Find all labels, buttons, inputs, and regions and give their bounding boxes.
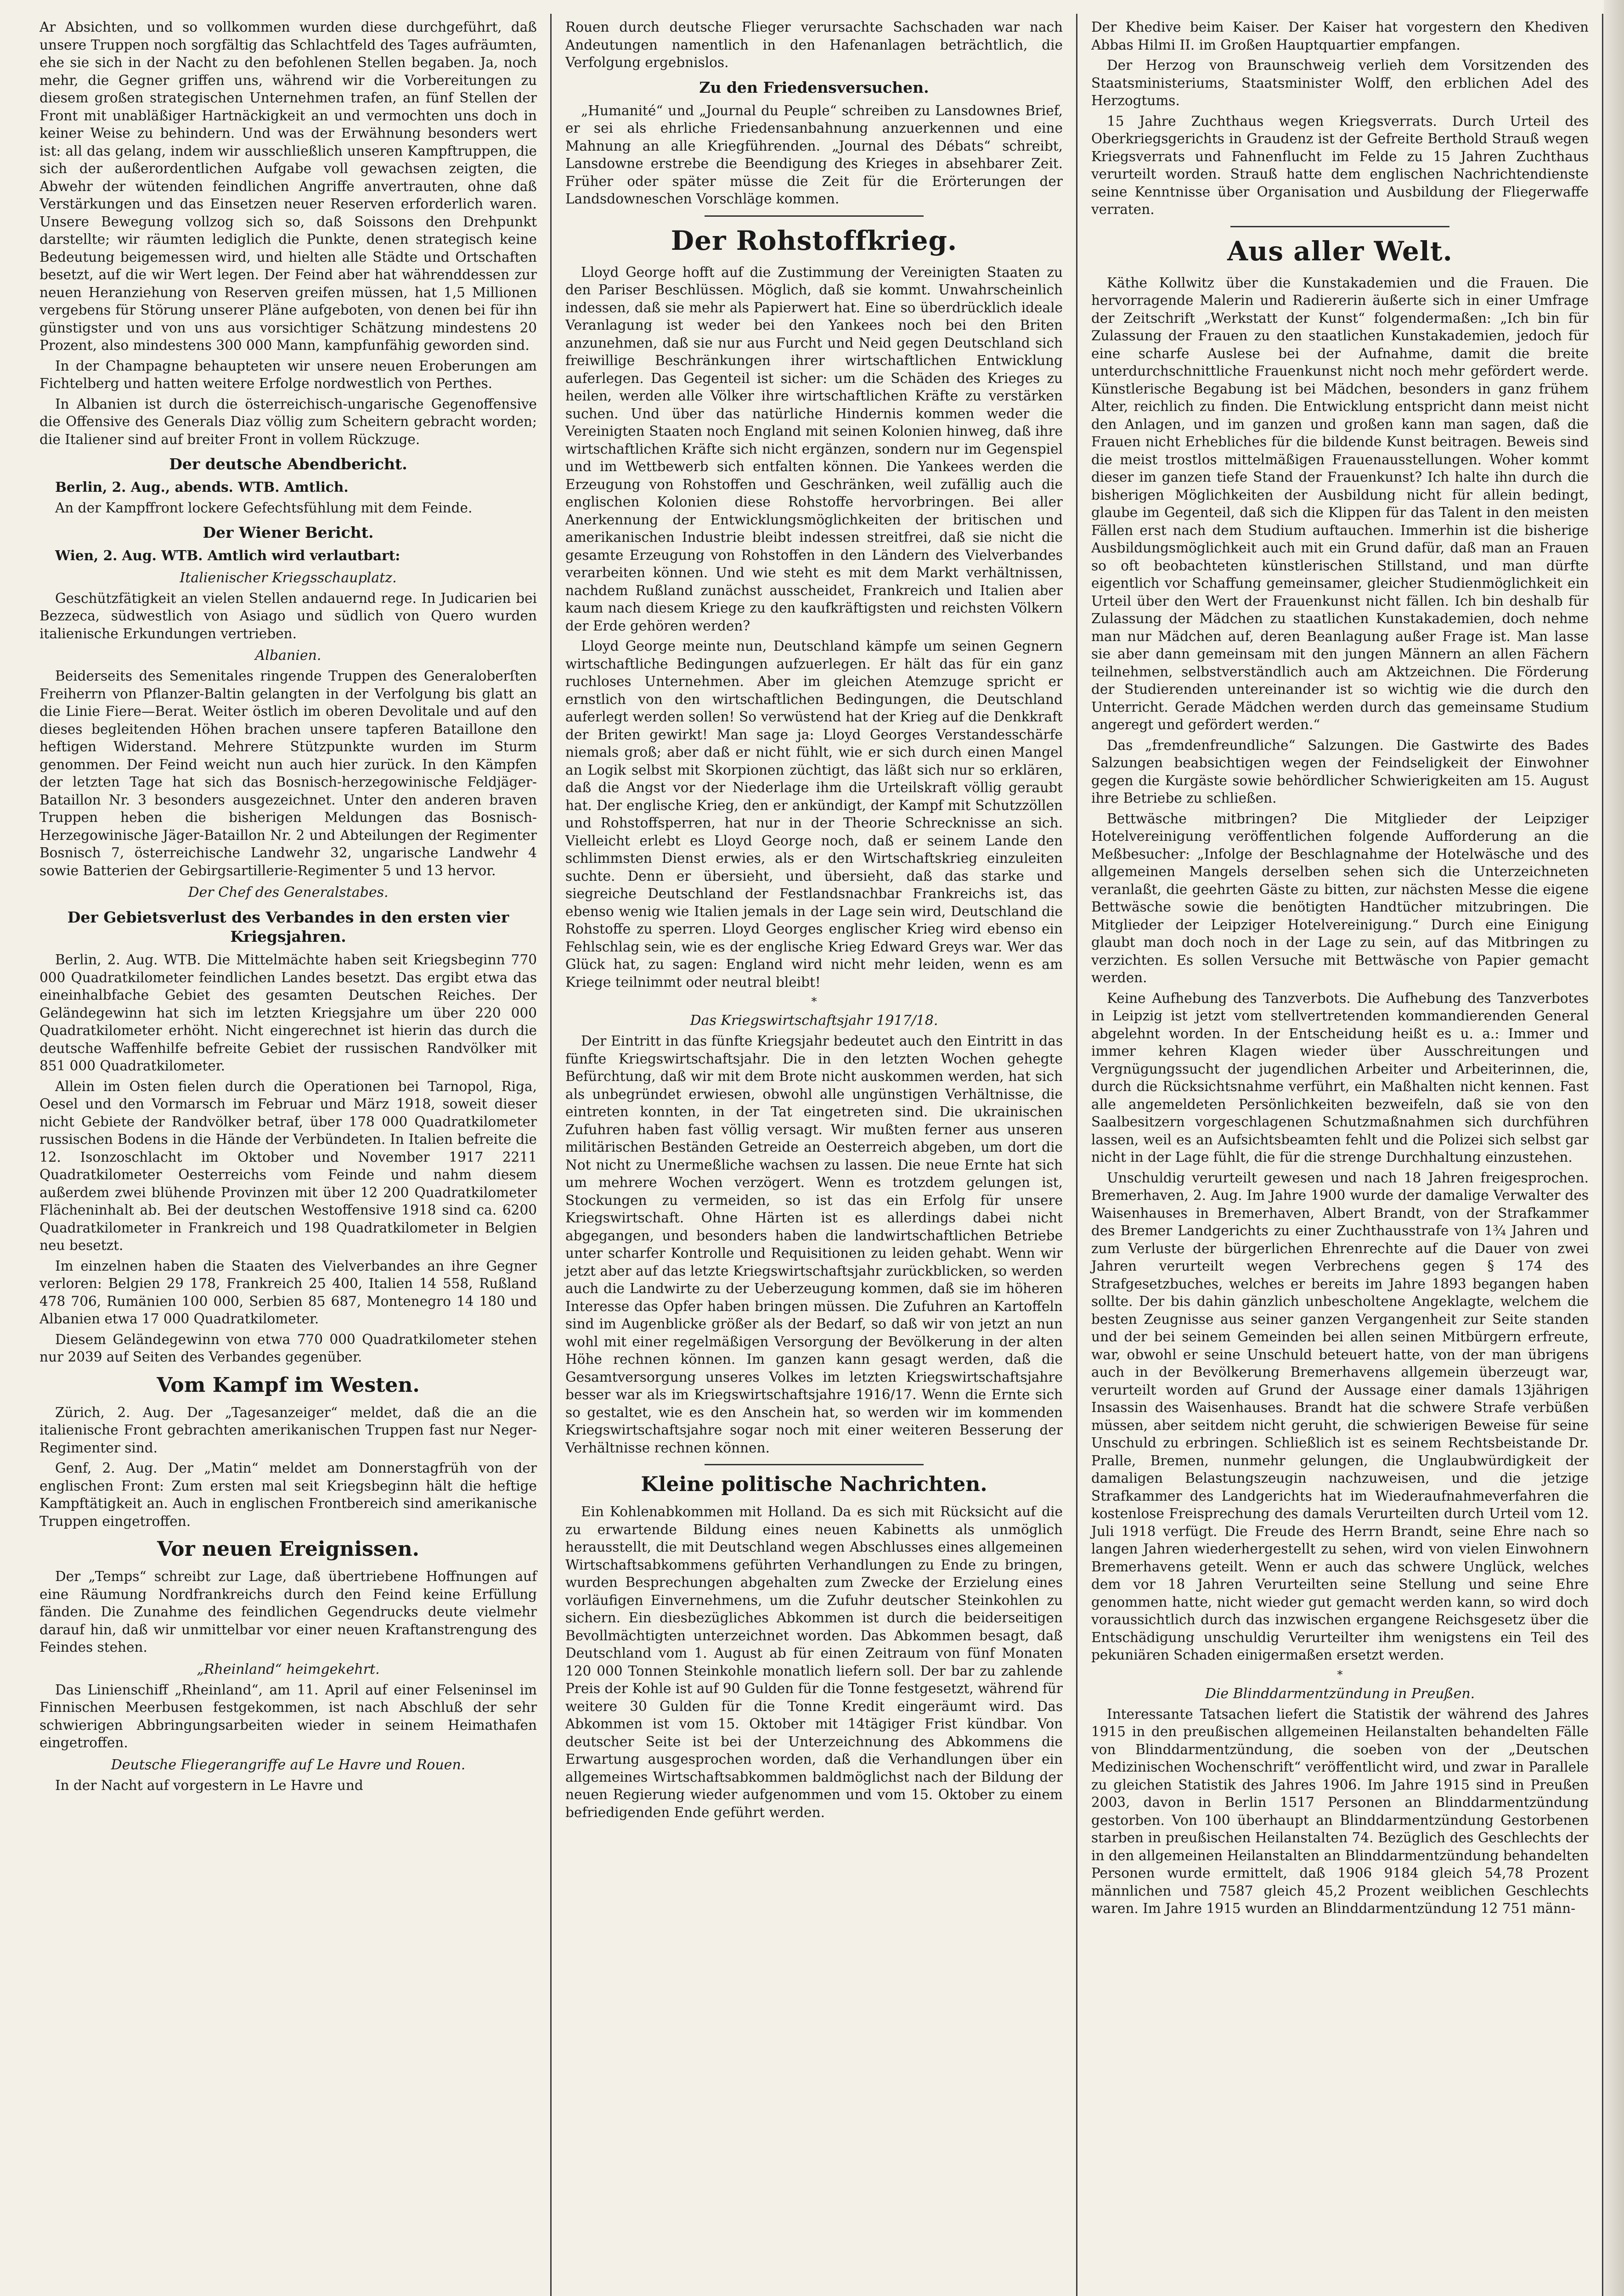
column-rule	[1602, 14, 1603, 2296]
divider	[1230, 226, 1449, 227]
paragraph: Berlin, 2. Aug. WTB. Die Mittelmächte haben seit Kriegsbeginn 770 000 Quadratkilometer feindlichen Landes besetzt. Das ergibt etwa das eineinhalbfache Gebiet des gesamten Deutschen Reiches. Der Geländegewinn hat sich im letzten Kriegsjahre um über 220 000 Quadratkilometer erhöht. Nicht eingerechnet ist hierin das durch die deutsche Waffenhilfe befreite Gebiet der russischen Randvölker mit 851 000 Quadratkilometer.	[39, 952, 537, 1074]
column-left	[32, 18, 544, 2296]
paragraph: Ein Kohlenabkommen mit Holland. Da es sich mit Rücksicht auf die zu erwartende Bildung eines neuen Kabinetts als unmöglich herausstellt, die mit Deutschland wegen Abschlusses eines allgemeinen Wirtschaftsabkommens geführten Verhandlungen zu Ende zu bringen, wurden Besprechungen abgehalten zum Zwecke der Erzielung eines vorläufigen Einvernehmens, um die Zufuhr deutscher Steinkohlen zu sichern. Ein diesbezügliches Abkommen ist durch die beiderseitigen Bevollmächtigten unterzeichnet worden. Das Abkommen besagt, daß Deutschland vom 1. August ab für einen Zeitraum von fünf Monaten 120 000 Tonnen Steinkohle monatlich liefern soll. Der bar zu zahlende Preis der Kohle ist auf 90 Gulden für die Tonne festgesetzt, während für weitere 30 Gulden für die Tonne Kredit eingeräumt wird. Das Abkommen ist vom 15. Oktober mit 14tägiger Frist kündbar. Von deutscher Seite ist bei der Unterzeichnung des Abkommens die Erwartung ausgesprochen worden, daß die Verhandlungen über ein allgemeines Wirtschaftsabkommen baldmöglichst nach der Bildung der neuen Regierung wieder aufgenommen und vom 15. Oktober zu einem befriedigenden Ende geführt werden.	[565, 1504, 1063, 1820]
paragraph: Unschuldig verurteilt gewesen und nach 18 Jahren freigesprochen. Bremerhaven, 2. Aug. Im Jahre 1900 wurde der damalige Verwalter des Waisenhauses in Bremerhaven, Albert Brandt, von der Strafkammer des Bremer Landgerichts zu einer Zuchthausstrafe von 1¾ Jahren und zum Verluste der bürgerlichen Ehrenrechte auf die Dauer von zwei Jahren verurteilt wegen Verbrechens gegen § 174 des Strafgesetzbuches, welches er bereits im Jahre 1893 begangen haben sollte. Der bis dahin gänzlich unbescholtene Angeklagte, welchem die besten Zeugnisse aus seiner ganzen Vergangenheit zur Seite standen und der bei seinem Gemeinden bei allen seinen Mitbürgern erfreute, war, obwohl er seine Unschuld beteuert hatte, von der man übrigens auch in der Bevölkerung Bremerhavens allgemein überzeugt war, verurteilt worden auf Grund der Aussage einer damals 13jährigen Insassin des Waisenhauses. Brandt hat die schwere Strafe verbüßen müssen, aber seitdem nicht geruht, die schwierigen Beweise für seine Unschuld zu erbringen. Schließlich ist es seinem Rechtsbeistande Dr. Pralle, Bremen, nunmehr gelungen, die Unglaubwürdigkeit der damaligen Belastungszeugin nachzuweisen, und die jetzige Strafkammer des Landgerichts hat im Wiederaufnahmeverfahren die kostenlose Freisprechung des damals Verurteilten durch Urteil vom 12. Juli 1918 verfügt. Die Freude des Herrn Brandt, seine Ehre nach so langen Jahren wiederhergestellt zu sehen, wird von vielen Einwohnern Bremerhavens geteilt. Wenn er auch das schwere Unglück, welches dem vor 18 Jahren Verurteilten seine Stellung und seine Ehre genommen hatte, nicht wieder gut gemacht werden kann, so wird doch voraussichtlich durch das inzwischen ergangene Reichsgesetz über die Entschädigung unschuldig Verurteilter ihm wenigstens ein Teil des pekuniären Schaden einigermaßen ersetzt werden.	[1091, 1170, 1589, 1663]
divider	[705, 1464, 924, 1465]
article-heading: Der Rohstoffkrieg.	[671, 225, 958, 256]
page-edge	[1604, 0, 1624, 2296]
paragraph: In der Nacht auf vorgestern in Le Havre und	[55, 1777, 363, 1793]
article-blinddarmentzuendung	[1091, 1685, 1589, 1918]
subheading: „Rheinland“ heimgekehrt.	[197, 1661, 380, 1677]
article-heading: Der Wiener Bericht.	[203, 523, 374, 541]
article-fliegerangriffe-cont	[565, 18, 1063, 72]
article-heading: Das Kriegswirtschaftsjahr 1917/18.	[690, 1013, 938, 1029]
paragraph: Allein im Osten fielen durch die Operationen bei Tarnopol, Riga, Oesel und den Vormarsch im Februar und März 1918, soweit dieser nicht Gebiete der Randvölker betraf, über 178 000 Quadratkilometer russischen Bodens in die Hände der Verbündeten. In Italien befreite die 12. Isonzoschlacht im Oktober und November 1917 2211 Quadratkilometer Oesterreichs vom Feinde und nahm diesem außerdem zwei blühende Provinzen mit über 12 200 Quadratkilometer Flächeninhalt ab. Bei der deutschen Westoffensive 1918 sind ca. 6200 Quadratkilometer in Frankreich und 198 Quadratkilometer in Belgien neu besetzt.	[39, 1078, 537, 1253]
separator-asterisk: *	[811, 995, 817, 1008]
paragraph: Rouen durch deutsche Flieger verursachte Sachschaden war nach Andeutungen namentlich in den Hafenanlagen beträchtlich, die Verfolgung ergebnislos.	[565, 19, 1063, 70]
paragraph: Bettwäsche mitbringen? Die Mitglieder der Leipziger Hotelvereinigung veröffentlichen folgende Aufforderung an die Meßbesucher: „Infolge der Beschlagnahme der Hotelwäsche und des allgemeinen Mangels derselben sehen sich die Unterzeichneten veranlaßt, die geehrten Gäste zu bitten, zur nächsten Messe die eigene Bettwäsche sowie die benötigten Handtücher mitzubringen. Die Mitglieder der Leipziger Hotelvereinigung.“ Durch eine Einigung glaubt man doch noch in der Lage zu sein, auf das Mitbringen zu verzichten. Es sollen Versuche mit Bettwäsche von Papier gemacht werden.	[1091, 810, 1589, 985]
subheading: Italienischer Kriegsschauplatz.	[180, 569, 397, 586]
article-heading: Der deutsche Abendbericht.	[169, 455, 407, 473]
paragraph: Lloyd George meinte nun, Deutschland kämpfe um seinen Gegnern wirtschaftliche Bedingungen aufzuerlegen. Er hält das für ein ganz ruchloses Unternehmen. Aber im gleichen Atemzuge spricht er ernstlich von den wirtschaftlichen Bedingungen, die Deutschland auferlegt werden sollen! So verwüstend hat der Krieg auf die Denkkraft der Briten gewirkt! Man sage ja: Lloyd Georges Verstandesschärfe niemals groß; aber daß er nicht fühlt, wie er sich durch einen Mangel an Logik selbst mit Skorpionen züchtigt, das läßt sich nur so erklären, daß die Angst vor der Niederlage ihm die Urteilskraft völlig geraubt hat. Der englische Krieg, den er ankündigt, der Kampf mit Schutzzöllen und Rohstoffsperren, hat nur in der Theorie Schrecknisse an sich. Vielleicht erlebt es Lloyd George noch, daß er seinem Lande den schlimmsten Dienst erwies, als er den Wirtschaftskrieg einzuleiten suchte. Denn er übersieht, und übersieht, daß das starke und siegreiche Deutschland der Festlandsnachbar Frankreichs ist, das ebenso wenig wie Italien jemals in der Lage sein wird, Deutschland die Rohstoffe zu sperren. Lloyd Georges englischer Krieg wird ebenso ein Fehlschlag sein, wie es der englische Krieg Edward Greys war. Wer das Glück hat, zu sagen: England wird nicht mehr leiden, wenn es am Kriege teilnimmt oder neutral bleibt!	[565, 638, 1063, 990]
paragraph: Der „Temps“ schreibt zur Lage, daß übertriebene Hoffnungen auf eine Räumung Nordfrankreichs durch den Feind keine Erfüllung fänden. Die Zunahme des feindlichen Gegendrucks deute vielmehr darauf hin, daß wir unmittelbar vor einer neuen Kraftanstrengung des Feindes stehen.	[39, 1569, 537, 1655]
article-heading: Aus aller Welt.	[1227, 235, 1453, 267]
paragraph: Ar Absichten, und so vollkommen wurden diese durchgeführt, daß unsere Truppen noch sorgfältig das Schlachtfeld des Tages aufräumten, ehe sie sich in der Nacht zu den befohlenen Stellen begaben. Ja, noch mehr, die Gegner griffen uns, während wir die Vorbereitungen zu diesem großen strategischen Unternehmen trafen, an fünf Stellen der Front mit unabläßiger Hartnäckigkeit an und vermochten uns doch in keiner Weise zu behindern. Und was der Erwähnung besonders wert ist: all das gelang, indem wir ausschließlich unseren Kampftruppen, die sich der außerordentlichen Aufgabe voll gewachsen zeigten, die Abwehr der wütenden feindlichen Angriffe anvertrauten, ohne daß Verstärkungen und das Einsetzen neuer Reserven erforderlich waren. Unsere Bewegung vollzog sich so, daß Soissons den Drehpunkt darstellte; wir räumten lediglich die Punkte, denen strategisch keine Bedeutung beigemessen wird, und hielten alle Städte und Ortschaften besetzt, auf die wir Wert legen. Der Feind aber hat währenddessen zur neuen Heranziehung von Reserven greifen müssen, hat 1,5 Millionen vergebens für Störung unserer Pläne aufgeboten, von denen bei für ihn günstigster und von uns aus vorsichtiger Schätzung mindestens 20 Prozent, also mindestens 300 000 Mann, kampfunfähig geworden sind.	[39, 19, 537, 353]
article-heading: Zu den Friedensversuchen.	[699, 78, 929, 96]
paragraph: Im einzelnen haben die Staaten des Vielverbandes an ihre Gegner verloren: Belgien 29 178, Frankreich 25 400, Italien 14 558, Rußland 478 706, Rumänien 100 000, Serbien 85 687, Montenegro 14 180 und Albanien etwa 17 000 Quadratkilometer.	[39, 1258, 537, 1327]
signature: Der Chef des Generalstabes.	[188, 884, 389, 900]
paragraph: Der Eintritt in das fünfte Kriegsjahr bedeutet auch den Eintritt in das fünfte Kriegswirtschaftsjahr. Die in den letzten Wochen gehegte Befürchtung, daß wir mit dem Brote nicht auskommen werden, hat sich als unbegründet erwiesen, obwohl alle ungünstigen Verhältnisse, die eintreten konnten, in der Tat eingetreten sind. Die ukrainischen Zufuhren haben fast völlig versagt. Wir mußten ferner aus unseren militärischen Beständen Getreide an Oesterreich abgeben, um dort die Not nicht zu Unermeßliche wachsen zu lassen. Die neue Ernte hat sich um mehrere Wochen verzögert. Wenn es trotzdem gelungen ist, Stockungen zu vermeiden, so ist das ein Erfolg für unsere Kriegswirtschaft. Ohne Härten ist es allerdings dabei nicht abgegangen, und besonders haben die landwirtschaftlichen Betriebe unter scharfer Kontrolle und Requisitionen zu leiden gehabt. Wenn wir jetzt aber auf das letzte Kriegswirtschaftsjahr zurückblicken, so werden auch die Landwirte zu der Ueberzeugung kommen, daß sie im höheren Interesse das Opfer haben bringen müssen. Die Zufuhren an Kartoffeln sind im Augenblicke größer als der Bedarf, so daß wir von jetzt an nun wohl mit einer regelmäßigen Versorgung der Bevölkerung in der alten Höhe rechnen können. Im ganzen kann gesagt werden, daß die Gesamtversorgung unseres Volkes im letzten Kriegswirtschaftsjahre besser war als im Kriegswirtschaftsjahre 1916/17. Wenn die Ernte sich so gestaltet, wie es den Anschein hat, so werden wir im kommenden Kriegswirtschaftsjahre sogar noch mit einer weiteren Besserung der Verhältnisse rechnen können.	[565, 1033, 1063, 1456]
column-rule	[1076, 14, 1077, 2296]
subheading: Albanien.	[255, 647, 321, 664]
paragraph: Interessante Tatsachen liefert die Statistik der während des Jahres 1915 in den preußischen allgemeinen Heilanstalten behandelten Fälle von Blinddarmentzündung, die soeben von der „Deutschen Medizinischen Wochenschrift“ veröffentlicht wird, und zwar in Parallele zu gleichen Statistik des Jahres 1906. Im Jahre 1915 sind in Preußen 2003, davon in Berlin 1517 Personen an Blinddarmentzündung gestorben. Von 100 überhaupt an Blinddarmentzündung Gestorbenen starben in preußischen Heilanstalten 74. Bezüglich des Geschlechts der in den allgemeinen Heilanstalten an Blinddarmentzündung behandelten Personen wurde ermittelt, daß 1906 9184 gleich 54,78 Prozent männlichen und 7587 gleich 45,2 Prozent weiblichen Geschlechts waren. Im Jahre 1915 wurden an Blinddarmentzündung 12 751 männ-	[1091, 1706, 1589, 1916]
article-friedensversuche	[565, 78, 1063, 208]
column-rule	[550, 14, 552, 2296]
article-wiener-bericht	[39, 523, 537, 901]
paragraph: Lloyd George hofft auf die Zustimmung der Vereinigten Staaten zu den Pariser Beschlüssen. Möglich, daß sie kommt. Unwahrscheinlich indessen, daß sie mehr als Papierwert hat. Eine so überdrücklich ideale Veranlagung ist weder bei den Yankees noch bei den Briten anzunehmen, daß sie nur aus Furcht und Neid gegen Deutschland sich freiwillige Beschränkungen ihrer wirtschaftlichen Entwicklung auferlegen. Das Gegenteil ist sicher: um die Schäden des Krieges zu heilen, werden alle Völker ihre wirtschaftlichen Kräfte zu verstärken suchen. Und über das natürliche Hindernis kommen weder die Vereinigten Staaten noch England mit seinen Kolonien hinweg, daß ihre wirtschaftlichen Kräfte sich nicht ergänzen, sondern nur im Gegenspiel und im Wettbewerb sich entfalten können. Die Yankees werden die Erzeugung von Rohstoffen und Geschränken, weil zufällig auch die englischen Kolonien diese Rohstoffe hervorbringen. Bei aller Anerkennung der Entwicklungsmöglichkeiten der britischen und amerikanischen Industrie bleibt indessen streitfrei, daß sie nicht die gesamte Erzeugung von Rohstoffen in den Ländern des Vielverbandes verarbeiten können. Und wie steht es mit dem Markt verhältnissen, nachdem Rußland zunächst ausscheidet, Frankreich und Italien aber kaum nach diesem Kriege zu den kaufkräftigsten und reichsten Völkern der Erde gehören werden?	[565, 264, 1063, 634]
paragraph: „Humanité“ und „Journal du Peuple“ schreiben zu Lansdownes Brief, er sei als ehrliche Friedensanbahnung anzuerkennen und eine Mahnung an alle Kriegführenden. „Journal des Débats“ schreibt, Lansdowne erstrebe die Beendigung des Krieges in absehbarer Zeit. Früher oder später müsse die Zeit für die Erörterungen der Landsdowneschen Vorschläge kommen.	[565, 102, 1063, 207]
paragraph: Käthe Kollwitz über die Kunstakademien und die Frauen. Die hervorragende Malerin und Radiererin äußerte sich in einer Umfrage der Zeitschrift „Werkstatt der Kunst“ folgendermaßen: „Ich bin für Zulassung der Frauen zu den staatlichen Kunstakademien, jedoch für eine scharfe Auslese bei der Aufnahme, damit die breite unterdurchschnittliche Frauenkunst nicht noch mehr gefördert werde. Künstlerische Begabung ist bei Mädchen, besonders in ganz frühem Alter, reichlich zu finden. Die Entwicklung entspricht dann meist nicht den Anlagen, und im ganzen und großen kann man sagen, daß die Frauen nicht Erhebliches für die bildende Kunst beitragen. Beweis sind die meist trostlos mittelmäßigen Frauenausstellungen. Woher kommt dieser im ganzen tiefe Stand der Frauenkunst? Ich halte ihn durch die bisherigen Möglichkeiten der Ausbildung nicht für allein bedingt, glaube im Gegenteil, daß sich die Klippen für das Talent in den meisten Fällen erst nach dem Studium auftauchen. Immerhin ist die bisherige Ausbildungsmöglichkeit auch mit ein Grund dafür, daß man an Frauen so oft beobachteten künstlerischen Stillstand, und man dürfte eigentlich vor Schaffung gemeinsamer, gleicher Studienmöglichkeit ein Urteil über den Wert der Frauenkunst nicht fällen. Ich bin deshalb für Zulassung der Mädchen zu staatlichen Kunstakademien, doch nehme man nur Mädchen auf, deren Beanlagung außer Frage ist. Man lasse sie aber dann gemeinsam mit den jungen Männern an allen Fächern teilnehmen, selbstverständlich auch am Aktzeichnen. Die Förderung der Studierenden untereinander ist so wichtig wie die durch den Unterricht. Gerade Mädchen werden durch das gemeinsame Studium angeregt und gefördert werden.“	[1091, 275, 1589, 732]
article-kriegswirtschaftsjahr	[565, 1012, 1063, 1457]
paragraph: 15 Jahre Zuchthaus wegen Kriegsverrats. Durch Urteil des Oberkriegsgerichts in Graudenz ist der Gefreite Berthold Strauß wegen Kriegsverrats und Fahnenflucht im Felde zu 15 Jahren Zuchthaus verurteilt worden. Strauß hatte dem englischen Nachrichtendienste seine Kenntnisse über Organisation und Ausbildung der Fliegerwaffe verraten.	[1091, 113, 1589, 217]
article-gebietsverlust	[39, 908, 537, 1366]
paragraph: Diesem Geländegewinn von etwa 770 000 Quadratkilometer stehen nur 2039 auf Seiten des Verbandes gegenüber.	[39, 1331, 537, 1365]
article-kurzmeldungen	[1091, 18, 1589, 219]
article-aus-aller-welt	[1091, 236, 1589, 1664]
paragraph: Der Herzog von Braunschweig verlieh dem Vorsitzenden des Staatsministeriums, Staatsminister Wolff, den erblichen Adel des Herzogtums.	[1091, 57, 1589, 108]
article-heading: Vor neuen Ereignissen.	[157, 1537, 419, 1561]
separator-asterisk: *	[1337, 1668, 1343, 1681]
paragraph: Beiderseits des Semenitales ringende Truppen des Generaloberſten Freiherrn von Pflanzer-Baltin gelangten in der Verfolgung bis glatt an die Linie Fiere—Berat. Weiter östlich im oberen Devolitale und auf den dieses begleitenden Höhen brachen unsere tapferen Bataillone den heftigen Widerstand. Mehrere Stützpunkte wurden im Sturm genommen. Der Feind weicht nun auch hier zurück. In den Kämpfen der letzten Tage hat sich das Bosnisch-herzegowinische Feldjäger-Bataillon Nr. 3 besonders ausgezeichnet. Unter den anderen braven Truppen heben die bisherigen Meldungen das Bosnisch-Herzegowinische Jäger-Bataillon Nr. 2 und Abteilungen der Regimenter Bosnisch 7, österreichische Landwehr 32, ungarische Landwehr 4 sowie Batterien der Gebirgsartillerie-Regimenter 5 und 13 hervor.	[39, 668, 537, 878]
article-heading: Kleine politische Nachrichten.	[641, 1473, 987, 1496]
paragraph: Der Khedive beim Kaiser. Der Kaiser hat vorgestern den Khediven Abbas Hilmi II. im Großen Hauptquartier empfangen.	[1091, 19, 1589, 53]
paragraph: Geschützfätigkeit an vielen Stellen andauernd rege. In Judicarien bei Bezzeca, südwestlich von Asiago und südlich von Quero wurden italienische Erkundungen vertrieben.	[39, 590, 537, 642]
article-deutscher-abendbericht	[39, 455, 537, 517]
column-middle	[558, 18, 1070, 2296]
divider	[705, 215, 924, 217]
subheading: Deutsche Fliegerangriffe auf Le Havre und Rouen.	[111, 1756, 466, 1773]
column-right	[1084, 18, 1596, 2296]
paragraph: Genf, 2. Aug. Der „Matin“ meldet am Donnerstagfrüh von der englischen Front: Zum ersten mal seit Kriegsbeginn hält die heftige Kampftätigkeit an. Auch in englischen Frontbereich sind amerikanische Truppen eingetroffen.	[39, 1460, 537, 1529]
article-kleine-nachrichten	[565, 1473, 1063, 1821]
dateline: Wien, 2. Aug. WTB. Amtlich wird verlautbart:	[55, 547, 400, 563]
article-heading: Vom Kampf im Westen.	[157, 1373, 420, 1397]
paragraph: Keine Aufhebung des Tanzverbots. Die Aufhebung des Tanzverbotes in Leipzig ist jetzt vom stellvertretenden kommandierenden General abgelehnt worden. In der Entscheidung heißt es u. a.: Immer und immer kehren Klagen wieder über Ausschreitungen und Vergnügungssucht der jugendlichen Arbeiter und Arbeiterinnen, die, durch die Rücksichtsnahme verführt, ein Maßhalten nicht kennen. Fast alle angemeldeten Persönlichkeiten bezweifeln, daß sie von den Saalbesitzern vorgeschlagenen Schutzmaßnahmen sich durchführen lassen, weil es an Aufsichtsbeamten fehlt und die Polizei sich selbst gar nicht in der Lage fühlt, die für die strenge Durchhaltung einzustehen.	[1091, 990, 1589, 1165]
dateline: Berlin, 2. Aug., abends. WTB. Amtlich.	[55, 479, 349, 495]
article-heading: Die Blinddarmentzündung in Preußen.	[1205, 1685, 1475, 1702]
paragraph: Das „fremdenfreundliche“ Salzungen. Die Gastwirte des Bades Salzungen beabsichtigen wegen der Feindseligkeit der Einwohner gegen die Kurgäste sowie behördlicher Schwierigkeiten am 15. August ihre Betriebe zu schließen.	[1091, 737, 1589, 806]
paragraph: Zürich, 2. Aug. Der „Tagesanzeiger“ meldet, daß die an die italienische Front gebrachten amerikanischen Truppen fast nur Neger-Regimenter sind.	[39, 1404, 537, 1456]
article-rohstoffkrieg	[565, 225, 1063, 991]
article-kampf-im-westen	[39, 1373, 537, 1531]
article-neue-ereignisse	[39, 1537, 537, 1794]
paragraph: An der Kampffront lockere Gefechtsfühlung mit dem Feinde.	[55, 500, 473, 516]
article-offensive	[39, 18, 537, 448]
paragraph: In Albanien ist durch die österreichisch-ungarische Gegenoffensive die Offensive des Generals Diaz völlig zum Scheitern gebracht worden; die Italiener sind auf breiter Front in vollem Rückzuge.	[39, 396, 537, 447]
paragraph: Das Linienschiff „Rheinland“, am 11. April auf einer Felseninsel im Finnischen Meerbusen festgekommen, ist nach Abschluß der sehr schwierigen Abbringungsarbeiten wieder in seinem Heimathafen eingetroffen.	[39, 1682, 537, 1750]
paragraph: In der Champagne behaupteten wir unsere neuen Eroberungen am Fichtelberg und hatten weitere Erfolge nordwestlich von Perthes.	[39, 358, 537, 391]
article-heading: Der Gebietsverlust des Verbandes in den ersten vier Kriegsjahren.	[67, 908, 509, 945]
